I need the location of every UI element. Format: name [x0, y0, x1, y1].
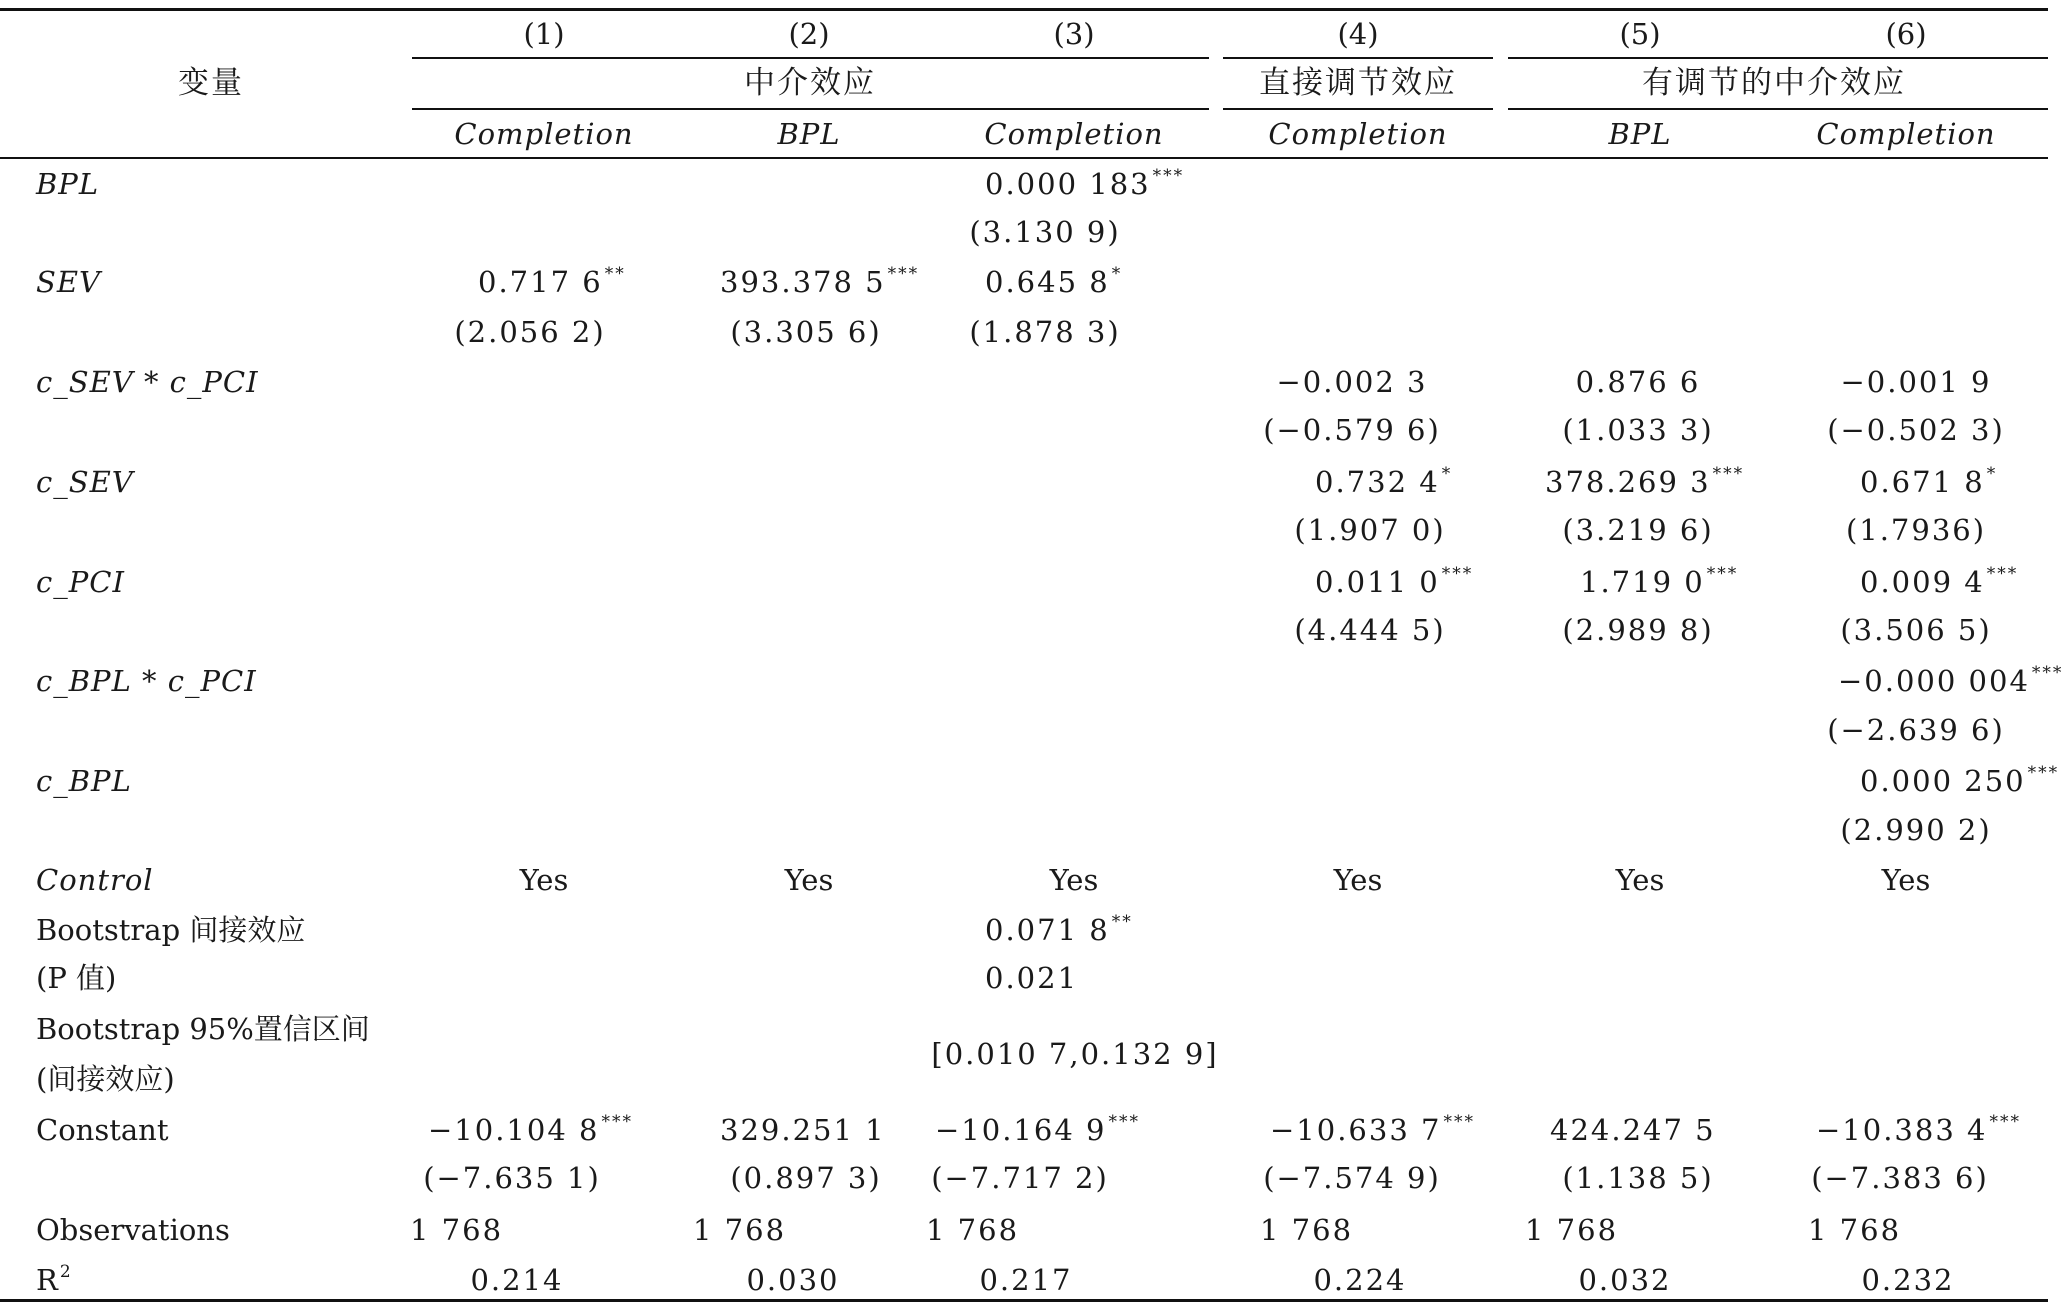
sev-pci-c6-coef: −0.001 9 [1840, 365, 1992, 399]
row-label-c-pci: c_PCI [36, 565, 125, 599]
bpl-c3-coef: 0.000 183 *** [985, 166, 1185, 201]
row-label-bpl: BPL [36, 167, 100, 201]
c-sev-c5-coef: 378.269 3 *** [1545, 464, 1745, 499]
c-pci-c4-coef: 0.011 0 *** [1315, 564, 1474, 599]
sev-c3-t: (1.878 3) [969, 315, 1121, 349]
row-label-observations: Observations [36, 1213, 230, 1247]
c-pci-c4-t: (4.444 5) [1294, 613, 1446, 647]
r2-c6: 0.232 [1861, 1263, 1955, 1297]
constant-c1-t: (−7.635 1) [423, 1161, 601, 1195]
c-pci-c5-t: (2.989 8) [1562, 613, 1714, 647]
dep-var-4: Completion [1268, 117, 1448, 151]
bpl-c3-t: (3.130 9) [969, 215, 1121, 249]
c-sev-c4-coef: 0.732 4 * [1315, 464, 1453, 499]
col-number-5: (5) [1619, 17, 1661, 51]
control-c5: Yes [1615, 863, 1665, 897]
constant-c4-t: (−7.574 9) [1263, 1161, 1441, 1195]
bottom-rule [0, 1299, 2048, 1302]
c-pci-c5-coef: 1.719 0 *** [1580, 564, 1739, 599]
row-label-c-sev: c_SEV [36, 465, 134, 499]
col-number-1: (1) [523, 17, 565, 51]
sev-pci-c4-coef: −0.002 3 [1276, 365, 1428, 399]
c-pci-c6-t: (3.506 5) [1840, 613, 1992, 647]
variable-header: 变量 [178, 65, 244, 101]
top-rule [0, 8, 2048, 11]
control-c3: Yes [1049, 863, 1099, 897]
row-label-constant: Constant [36, 1113, 169, 1147]
row-label-c-bpl: c_BPL [36, 764, 132, 798]
row-label-sev: SEV [36, 265, 101, 299]
r2-c5: 0.032 [1578, 1263, 1672, 1297]
c-bpl-c6-coef: 0.000 250 *** [1860, 763, 2060, 798]
row-label-r2: R $^2$ [36, 1262, 71, 1297]
observations-c5: 1 768 [1525, 1213, 1619, 1247]
group-rule-2 [1223, 57, 1493, 59]
col-number-3: (3) [1053, 17, 1095, 51]
constant-c5-coef: 424.247 5 [1550, 1113, 1716, 1147]
header-rule [0, 157, 2048, 159]
bpl-pci-c6-t: (−2.639 6) [1827, 713, 2005, 747]
col-number-2: (2) [788, 17, 830, 51]
sev-c2-coef: 393.378 5 *** [720, 264, 920, 299]
c-pci-c6-coef: 0.009 4 *** [1860, 564, 2019, 599]
constant-c2-coef: 329.251 1 [720, 1113, 886, 1147]
row-label-sev-pci: c_SEV * c_PCI [36, 365, 259, 399]
row-label-bpl-pci: c_BPL * c_PCI [36, 664, 257, 698]
constant-c2-t: (0.897 3) [730, 1161, 882, 1195]
col-number-4: (4) [1337, 17, 1379, 51]
sev-c1-coef: 0.717 6 ** [478, 264, 626, 299]
r2-c4: 0.224 [1313, 1263, 1407, 1297]
r2-c3: 0.217 [979, 1263, 1073, 1297]
constant-c1-coef: −10.104 8 *** [428, 1112, 633, 1147]
control-c2: Yes [784, 863, 834, 897]
control-c6: Yes [1881, 863, 1931, 897]
control-c4: Yes [1333, 863, 1383, 897]
group-rule-1b [412, 108, 1209, 110]
constant-c3-t: (−7.717 2) [931, 1161, 1109, 1195]
c-sev-c5-t: (3.219 6) [1562, 513, 1714, 547]
dep-var-1: Completion [454, 117, 634, 151]
row-label-control: Control [36, 863, 154, 897]
r2-c2: 0.030 [746, 1263, 840, 1297]
row-label-ci-indirect: (间接效应) [36, 1062, 175, 1096]
group-rule-3b [1508, 108, 2048, 110]
c-sev-c4-t: (1.907 0) [1294, 513, 1446, 547]
c-sev-c6-t: (1.7936) [1845, 513, 1987, 547]
col-number-6: (6) [1885, 17, 1927, 51]
dep-var-2: BPL [777, 117, 841, 151]
dep-var-3: Completion [984, 117, 1164, 151]
ci-c3-interval: [0.010 7,0.132 9] [931, 1037, 1219, 1071]
group-rule-2b [1223, 108, 1493, 110]
row-label-bootstrap: Bootstrap 间接效应 [36, 913, 306, 947]
observations-c3: 1 768 [926, 1213, 1020, 1247]
constant-c4-coef: −10.633 7 *** [1270, 1112, 1475, 1147]
group-moderated-mediation: 有调节的中介效应 [1642, 65, 1906, 101]
observations-c4: 1 768 [1260, 1213, 1354, 1247]
sev-pci-c6-t: (−0.502 3) [1827, 413, 2005, 447]
bootstrap-c3-coef: 0.071 8 ** [985, 912, 1133, 947]
group-direct-moderation: 直接调节效应 [1259, 65, 1457, 101]
group-rule-3 [1508, 57, 2048, 59]
dep-var-5: BPL [1608, 117, 1672, 151]
group-rule-1 [412, 57, 1209, 59]
sev-pci-c5-coef: 0.876 6 [1575, 365, 1701, 399]
group-mediation: 中介效应 [744, 65, 876, 101]
sev-c1-t: (2.056 2) [454, 315, 606, 349]
bpl-pci-c6-coef: −0.000 004 *** [1838, 663, 2063, 698]
r2-c1: 0.214 [470, 1263, 564, 1297]
bootstrap-c3-p: 0.021 [985, 961, 1079, 995]
observations-c6: 1 768 [1808, 1213, 1902, 1247]
observations-c2: 1 768 [693, 1213, 787, 1247]
sev-c3-coef: 0.645 8 * [985, 264, 1123, 299]
constant-c6-t: (−7.383 6) [1811, 1161, 1989, 1195]
row-label-ci: Bootstrap 95%置信区间 [36, 1012, 370, 1046]
constant-c6-coef: −10.383 4 *** [1816, 1112, 2021, 1147]
constant-c3-coef: −10.164 9 *** [935, 1112, 1140, 1147]
constant-c5-t: (1.138 5) [1562, 1161, 1714, 1195]
observations-c1: 1 768 [410, 1213, 504, 1247]
c-bpl-c6-t: (2.990 2) [1840, 813, 1992, 847]
sev-c2-t: (3.305 6) [730, 315, 882, 349]
sev-pci-c5-t: (1.033 3) [1562, 413, 1714, 447]
dep-var-6: Completion [1816, 117, 1996, 151]
row-label-pvalue: (P 值) [36, 961, 117, 995]
c-sev-c6-coef: 0.671 8 * [1860, 464, 1998, 499]
sev-pci-c4-t: (−0.579 6) [1263, 413, 1441, 447]
control-c1: Yes [519, 863, 569, 897]
